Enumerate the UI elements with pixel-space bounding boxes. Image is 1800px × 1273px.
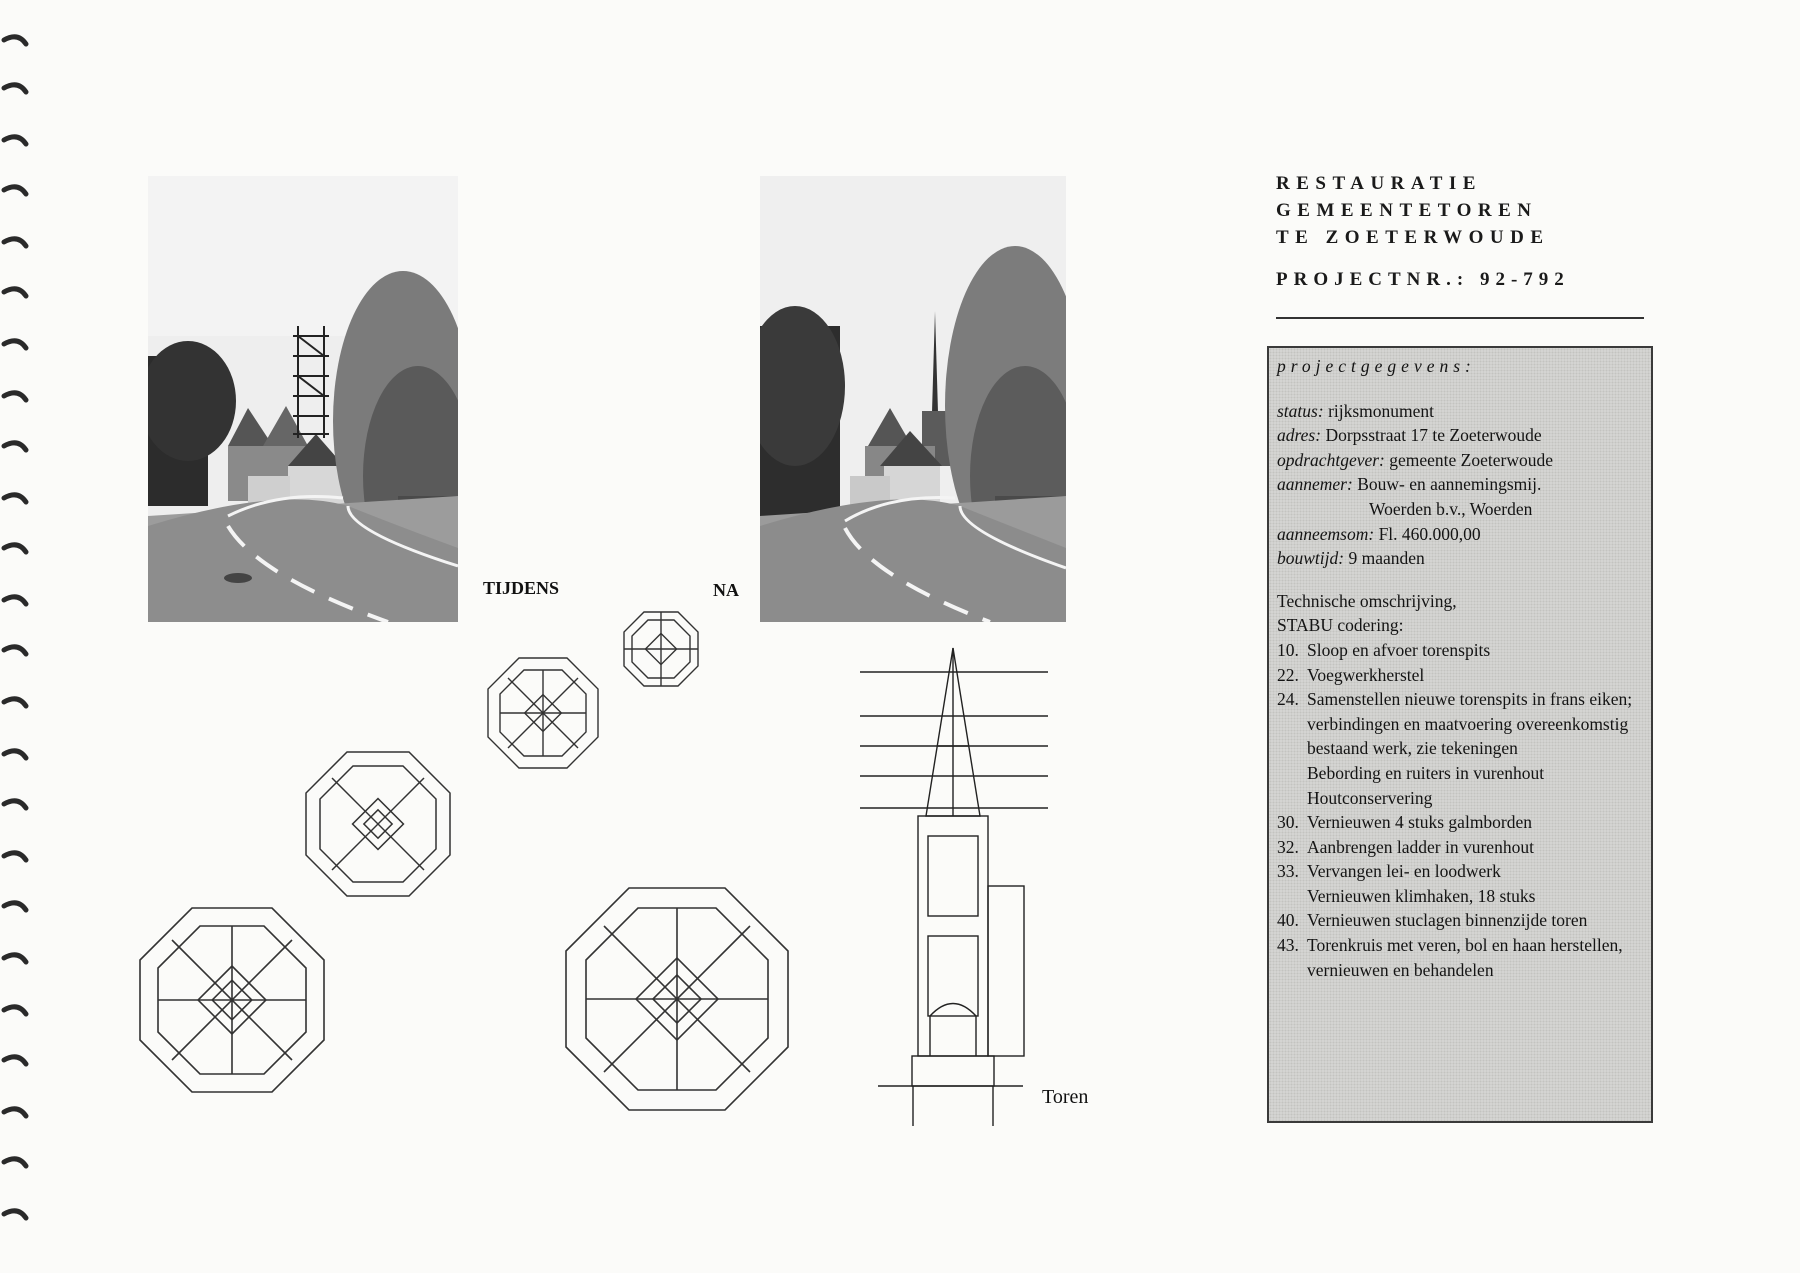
info-heading: projectgegevens: [1277, 356, 1476, 376]
stabu-heading: STABU codering: [1277, 615, 1404, 636]
field-adres [1277, 423, 1643, 448]
list-item [1277, 687, 1643, 761]
project-number: PROJECTNR.: 92-792 [1276, 269, 1570, 290]
photo-after-restoration [760, 176, 1066, 622]
title-line-3: TE ZOETERWOUDE [1276, 227, 1550, 248]
photo-during-restoration [148, 176, 458, 622]
field-status [1277, 399, 1643, 424]
octagon-plan-drawing [484, 654, 602, 772]
octagon-plan-drawing [302, 748, 454, 900]
item-number: 32. [1277, 836, 1299, 857]
list-subitem: Houtconservering [1307, 787, 1433, 808]
field-value: gemeente Zoeterwoude [1389, 449, 1554, 470]
field-aanneemsom [1277, 522, 1643, 547]
field-opdrachtgever [1277, 448, 1643, 473]
title-line-2: GEMEENTETOREN [1276, 200, 1538, 221]
field-label: aanneemsom: [1277, 523, 1375, 544]
octagon-plan-drawing [620, 608, 702, 690]
field-label: status: [1277, 400, 1324, 421]
item-number: 10. [1277, 639, 1299, 660]
title-line-1: RESTAURATIE [1276, 173, 1482, 194]
item-number: 24. [1277, 689, 1299, 710]
item-number: 40. [1277, 910, 1299, 931]
title-block [1276, 170, 1656, 291]
field-value: Dorpsstraat 17 te Zoeterwoude [1325, 425, 1542, 446]
item-text: Voegwerkherstel [1307, 664, 1425, 685]
list-subitem: Vernieuwen klimhaken, 18 stuks [1307, 885, 1536, 906]
octagon-plan-drawing [562, 884, 792, 1114]
title-divider [1276, 317, 1644, 319]
field-value: Fl. 460.000,00 [1378, 523, 1481, 544]
tower-elevation-drawing [858, 646, 1048, 1132]
item-number: 43. [1277, 935, 1299, 956]
tech-description-heading: Technische omschrijving, [1277, 590, 1457, 611]
tower-caption: Toren [1042, 1086, 1089, 1108]
item-number: 33. [1277, 861, 1299, 882]
list-item [1277, 859, 1643, 884]
list-item [1277, 638, 1643, 663]
project-info-box [1267, 346, 1653, 1123]
list-item [1277, 663, 1643, 688]
list-item [1277, 810, 1643, 835]
field-label: adres: [1277, 425, 1322, 446]
list-item [1277, 908, 1643, 933]
list-subitem: Bebording en ruiters in vurenhout [1307, 762, 1545, 783]
photo-caption-during: TIJDENS [483, 578, 560, 598]
item-number: 22. [1277, 664, 1299, 685]
item-text: Vervangen lei- en loodwerk [1307, 861, 1501, 882]
item-text: Torenkruis met veren, bol en haan herstellen, vernieuwen en behandelen [1307, 935, 1623, 980]
item-text: Aanbrengen ladder in vurenhout [1307, 836, 1534, 857]
field-bouwtijd [1277, 546, 1643, 571]
octagon-plan-drawing [136, 904, 328, 1096]
field-aannemer-continued: Woerden b.v., Woerden [1369, 498, 1533, 519]
field-value: 9 maanden [1348, 548, 1425, 569]
item-text: Sloop en afvoer torenspits [1307, 639, 1491, 660]
field-value: rijksmonument [1328, 400, 1435, 421]
spiral-binding [0, 20, 34, 1250]
photo-caption-after: NA [713, 580, 739, 600]
item-text: Samenstellen nieuwe torenspits in frans eiken; verbindingen en maatvoering overeenkomstig bestaand werk, zie tekeningen [1307, 689, 1633, 759]
field-label: bouwtijd: [1277, 548, 1345, 569]
field-label: aannemer: [1277, 474, 1353, 495]
field-label: opdrachtgever: [1277, 449, 1385, 470]
field-value: Bouw- en aannemingsmij. [1357, 474, 1542, 495]
list-item [1277, 835, 1643, 860]
item-text: Vernieuwen stuclagen binnenzijde toren [1307, 910, 1588, 931]
item-number: 30. [1277, 812, 1299, 833]
list-item [1277, 933, 1643, 982]
field-aannemer [1277, 472, 1643, 497]
item-text: Vernieuwen 4 stuks galmborden [1307, 812, 1533, 833]
